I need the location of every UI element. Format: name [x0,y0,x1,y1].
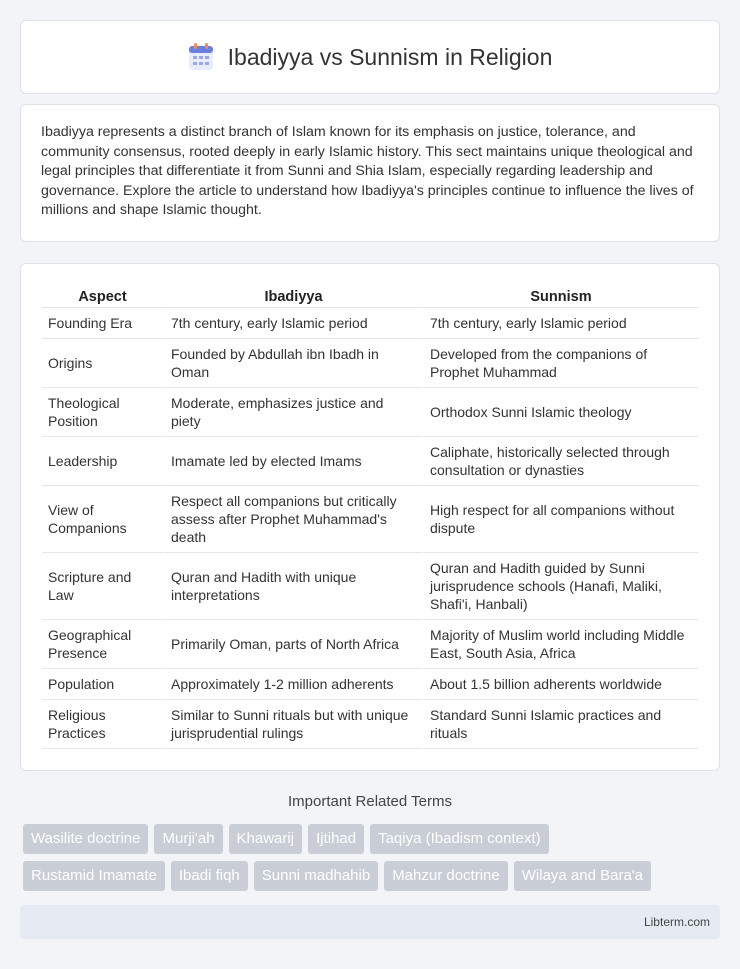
cell-aspect: Population [42,669,163,700]
tag-rustamid-imamate[interactable]: Rustamid Imamate [23,861,165,891]
cell-aspect: Origins [42,339,163,388]
table-row [42,620,698,669]
page-title: Ibadiyya vs Sunnism in Religion [227,43,553,70]
title-card [20,20,720,94]
tag-khawarij[interactable]: Khawarij [229,824,303,854]
cell-aspect: View of Companions [42,486,163,553]
cell-aspect: Scripture and Law [42,553,163,620]
intro-text: Ibadiyya represents a distinct branch of Islam known for its emphasis on justice, tolerance, and community consensus, rooted deeply in early Islamic history. This sect maintains unique theological and legal principles that differentiate it from Sunni and Shia Islam, especially regarding leadership and governance. Explore the article to understand how Ibadiyya's principles continue to influence the lives of millions and shape Islamic thought. [41,124,694,218]
header-sunnism: Sunnism [422,284,698,308]
cell-aspect: Geographical Presence [42,620,163,669]
tag-ijtihad[interactable]: Ijtihad [308,824,364,854]
cell-ibadiyya: Respect all companions but critically assess after Prophet Muhammad's death [163,486,422,553]
cell-ibadiyya: Moderate, emphasizes justice and piety [163,388,422,437]
intro-card [20,104,720,242]
tag-row [23,824,723,854]
comparison-card [20,263,720,771]
tag-mahzur-doctrine[interactable]: Mahzur doctrine [384,861,508,891]
cell-aspect: Founding Era [42,308,163,339]
tag-taqiya[interactable]: Taqiya (Ibadism context) [370,824,549,854]
tag-wilaya-and-baraa[interactable]: Wilaya and Bara'a [514,861,651,891]
table-row [42,339,698,388]
header-aspect: Aspect [42,284,163,308]
cell-ibadiyya: Approximately 1-2 million adherents [163,669,422,700]
tag-sunni-madhahib[interactable]: Sunni madhahib [254,861,378,891]
cell-aspect: Religious Practices [42,700,163,749]
table-header-row [42,284,698,308]
cell-sunnism: High respect for all companions without dispute [422,486,698,553]
table-row [42,486,698,553]
cell-sunnism: Standard Sunni Islamic practices and rituals [422,700,698,749]
cell-sunnism: Orthodox Sunni Islamic theology [422,388,698,437]
table-row [42,308,698,339]
cell-ibadiyya: Primarily Oman, parts of North Africa [163,620,422,669]
cell-ibadiyya: 7th century, early Islamic period [163,308,422,339]
table-row [42,669,698,700]
related-terms [23,824,723,898]
header-ibadiyya: Ibadiyya [163,284,422,308]
table-row [42,700,698,749]
cell-aspect: Leadership [42,437,163,486]
cell-sunnism: Caliphate, historically selected through consultation or dynasties [422,437,698,486]
calendar-icon [188,43,214,71]
related-terms-title: Important Related Terms [288,793,452,810]
footer [20,905,720,939]
tag-murjiah[interactable]: Murji'ah [154,824,222,854]
tag-ibadi-fiqh[interactable]: Ibadi fiqh [171,861,248,891]
tag-wasilite-doctrine[interactable]: Wasilite doctrine [23,824,148,854]
tag-row [23,861,723,891]
table-row [42,553,698,620]
cell-ibadiyya: Founded by Abdullah ibn Ibadh in Oman [163,339,422,388]
cell-sunnism: Majority of Muslim world including Middle East, South Asia, Africa [422,620,698,669]
cell-sunnism: 7th century, early Islamic period [422,308,698,339]
table-row [42,437,698,486]
cell-sunnism: Developed from the companions of Prophet Muhammad [422,339,698,388]
cell-ibadiyya: Quran and Hadith with unique interpretations [163,553,422,620]
cell-sunnism: About 1.5 billion adherents worldwide [422,669,698,700]
cell-ibadiyya: Imamate led by elected Imams [163,437,422,486]
table-row [42,388,698,437]
cell-sunnism: Quran and Hadith guided by Sunni jurisprudence schools (Hanafi, Maliki, Shafi'i, Hanbali) [422,553,698,620]
footer-site-link[interactable]: Libterm.com [643,915,710,929]
cell-ibadiyya: Similar to Sunni rituals but with unique jurisprudential rulings [163,700,422,749]
cell-aspect: Theological Position [42,388,163,437]
comparison-table [42,284,698,749]
